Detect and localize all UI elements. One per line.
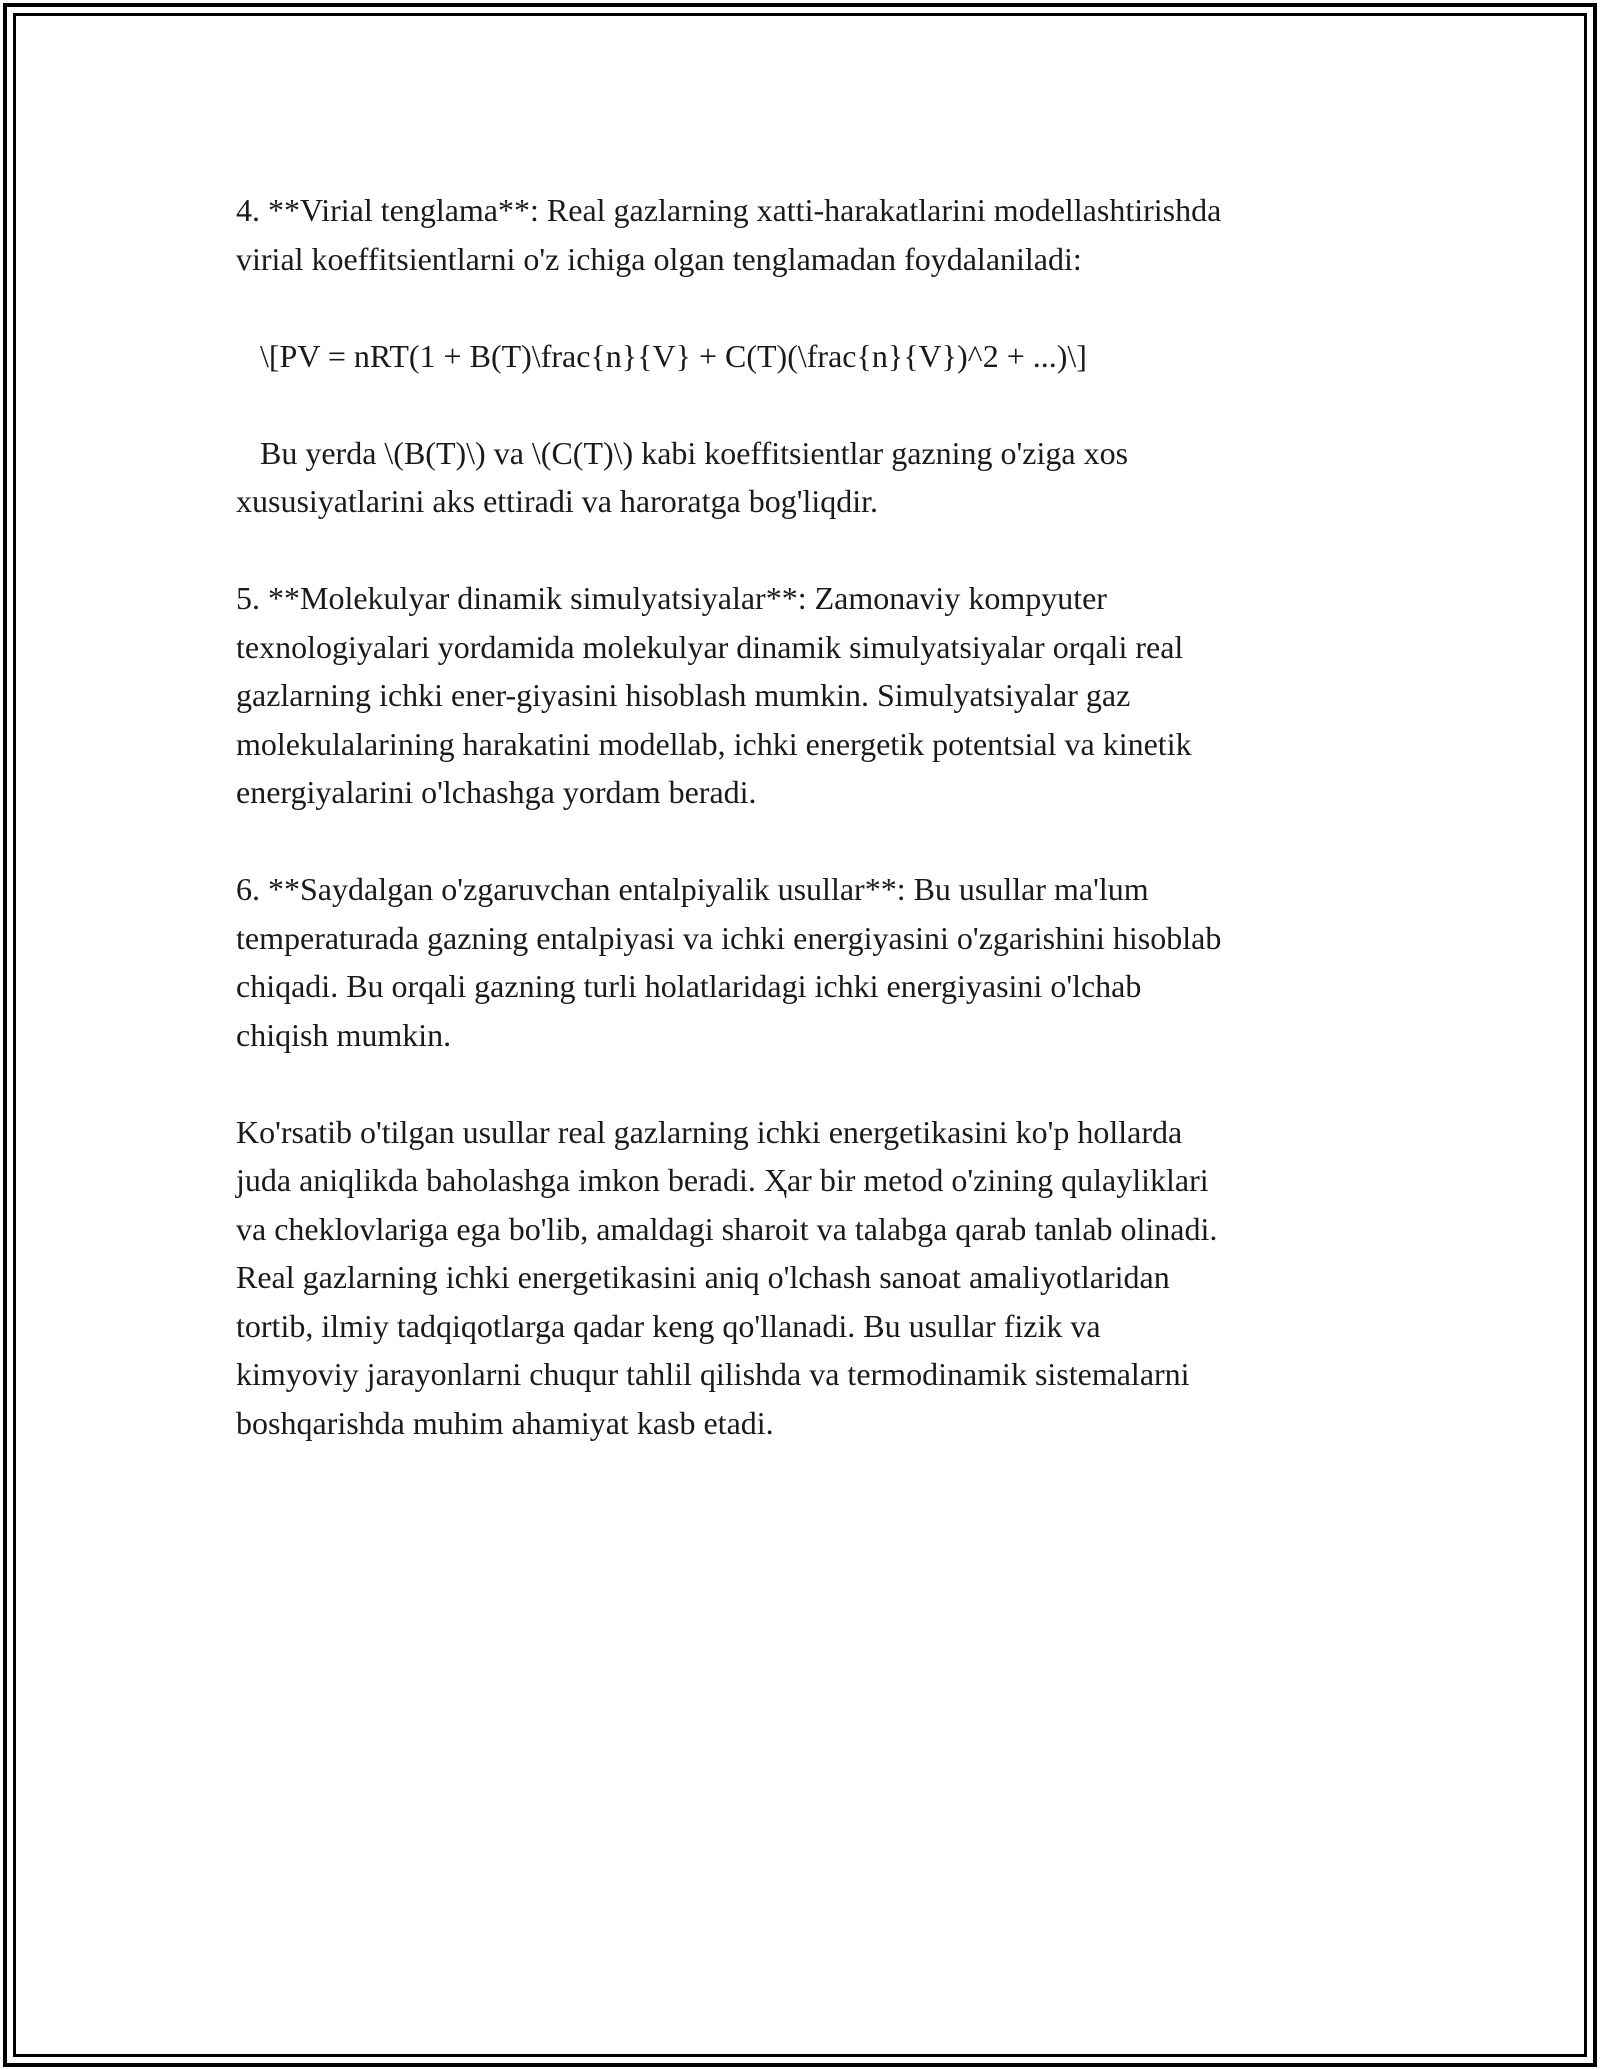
text-line: texnologiyalari yordamida molekulyar dinamik simulyatsiyalar orqali real bbox=[236, 628, 1184, 665]
text-line: Bu yerda \(B(T)\) va \(C(T)\) kabi koeffitsientlar gazning o'ziga xos bbox=[236, 434, 1129, 471]
text-line: Ko'rsatib o'tilgan usullar real gazlarning ichki energetikasini ko'p hollarda bbox=[236, 1113, 1183, 1150]
paragraph-conclusion bbox=[236, 1108, 1396, 1448]
text-line: Real gazlarning ichki energetikasini aniq o'lchash sanoat amaliyotlaridan bbox=[236, 1259, 1170, 1295]
paragraph-gap bbox=[236, 526, 1396, 575]
text-line: 5. **Molekulyar dinamik simulyatsiyalar**: Zamonaviy kompyuter bbox=[236, 580, 1107, 616]
paragraph-molecular-dynamics bbox=[236, 574, 1396, 817]
text-line: 6. **Saydalgan o'zgaruvchan entalpiyalik usullar**: Bu usullar ma'lum bbox=[236, 871, 1149, 907]
text-line: tortib, ilmiy tadqiqotlarga qadar keng qo'llanadi. Bu usullar fizik va bbox=[236, 1307, 1101, 1344]
text-line: va cheklovlariga ega bo'lib, amaldagi sharoit va talabga qarab tanlab olinadi. bbox=[236, 1210, 1218, 1247]
document-body bbox=[236, 186, 1396, 1447]
paragraph-virial-equation bbox=[236, 332, 1396, 381]
text-line: chiqish mumkin. bbox=[236, 1016, 452, 1053]
paragraph-enthalpy-methods bbox=[236, 865, 1396, 1059]
text-line: xususiyatlarini aks ettiradi va haroratga bog'liqdir. bbox=[236, 483, 879, 519]
paragraph-gap bbox=[236, 380, 1396, 429]
paragraph-gap bbox=[236, 1059, 1396, 1108]
text-line: energiyalarini o'lchashga yordam beradi. bbox=[236, 774, 757, 810]
text-line: juda aniqlikda baholashga imkon beradi. Ҳar bir metod o'zining qulayliklari bbox=[236, 1162, 1209, 1198]
paragraph-virial-intro bbox=[236, 186, 1396, 283]
paragraph-virial-explanation bbox=[236, 429, 1396, 526]
paragraph-gap bbox=[236, 817, 1396, 866]
text-line: molekulalarining harakatini modellab, ichki energetik potentsial va kinetik bbox=[236, 725, 1192, 762]
text-line: kimyoviy jarayonlarni chuqur tahlil qilishda va termodinamik sistemalarni bbox=[236, 1356, 1190, 1392]
text-line: 4. **Virial tenglama**: Real gazlarning xatti-harakatlarini modellashtirishda bbox=[236, 192, 1222, 228]
text-line: boshqarishda muhim ahamiyat kasb etadi. bbox=[236, 1404, 774, 1441]
equation-line: \[PV = nRT(1 + B(T)\frac{n}{V} + C(T)(\frac{n}{V})^2 + ...)\] bbox=[236, 337, 1087, 374]
text-line: gazlarning ichki ener-giyasini hisoblash mumkin. Simulyatsiyalar gaz bbox=[236, 677, 1131, 713]
text-line: virial koeffitsientlarni o'z ichiga olgan tenglamadan foydalaniladi: bbox=[236, 240, 1082, 277]
text-line: temperaturada gazning entalpiyasi va ichki energiyasini o'zgarishini hisoblab bbox=[236, 919, 1222, 956]
text-line: chiqadi. Bu orqali gazning turli holatlaridagi ichki energiyasini o'lchab bbox=[236, 968, 1142, 1004]
paragraph-gap bbox=[236, 283, 1396, 332]
